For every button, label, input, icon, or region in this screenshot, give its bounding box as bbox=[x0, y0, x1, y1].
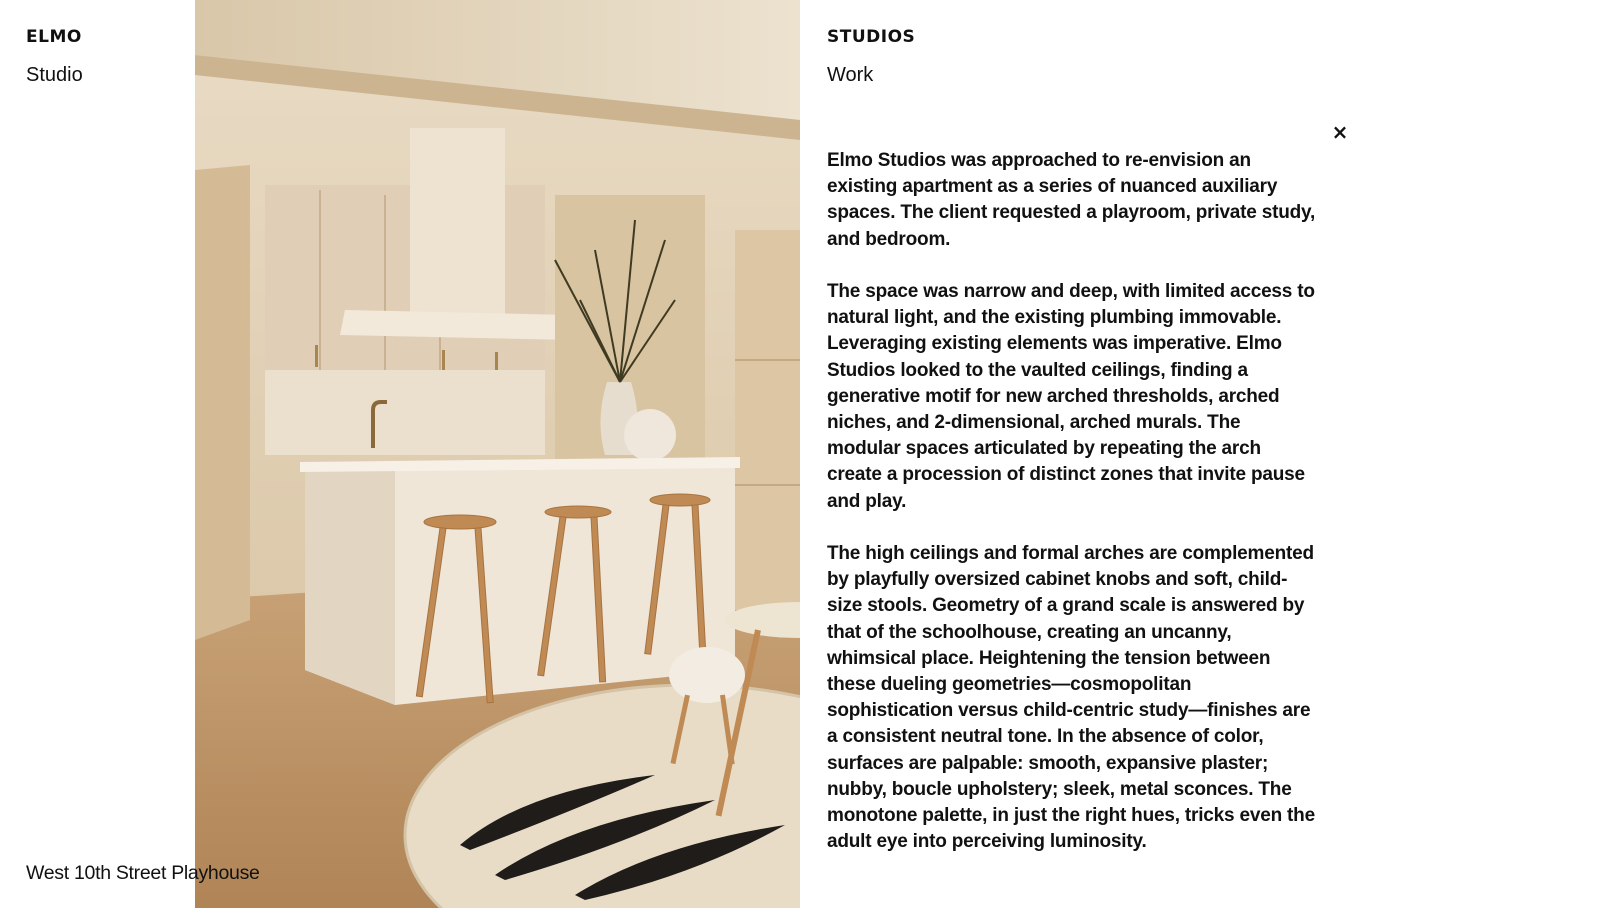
brand-logo-right[interactable]: STUDIOS bbox=[827, 27, 916, 47]
project-title: West 10th Street Playhouse bbox=[26, 862, 260, 884]
kitchen-illustration bbox=[195, 0, 800, 908]
nav-work-link[interactable]: Work bbox=[827, 64, 874, 86]
brand-logo-left[interactable]: ELMO bbox=[26, 27, 82, 47]
description-paragraph: Elmo Studios was approached to re-envision an existing apartment as a series of nuanced auxiliary spaces. The client requested a playroom, private study, and bedroom. bbox=[827, 150, 1316, 250]
description-paragraph: The space was narrow and deep, with limited access to natural light, and the existing plumbing immovable. Leveraging existing elements was imperative. Elmo Studios looked to the vaulted ceilings, finding a generative motif for new arched thresholds, arched niches, and 2-dimensional, arched murals. The modular spaces articulated by repeating the arch create a procession of distinct zones that invite pause and play. bbox=[827, 281, 1315, 512]
project-photo bbox=[195, 0, 800, 908]
close-icon[interactable]: × bbox=[1331, 120, 1349, 144]
description-paragraph: The high ceilings and formal arches are complemented by playfully oversized cabinet knobs and soft, child-size stools. Geometry of a grand scale is answered by that of the schoolhouse, creating an uncanny, whimsical place. Heightening the tension between these dueling geometries—cosmopolitan sophistication versus child-centric study—finishes are a consistent neutral tone. In the absence of color, surfaces are palpable: smooth, expansive plaster; nubby, boucle upholstery; sleek, metal sconces. The monotone palette, in just the right hues, tricks even the adult eye into perceiving luminosity. bbox=[827, 543, 1315, 853]
nav-studio-link[interactable]: Studio bbox=[26, 64, 83, 86]
project-description bbox=[827, 148, 1317, 882]
